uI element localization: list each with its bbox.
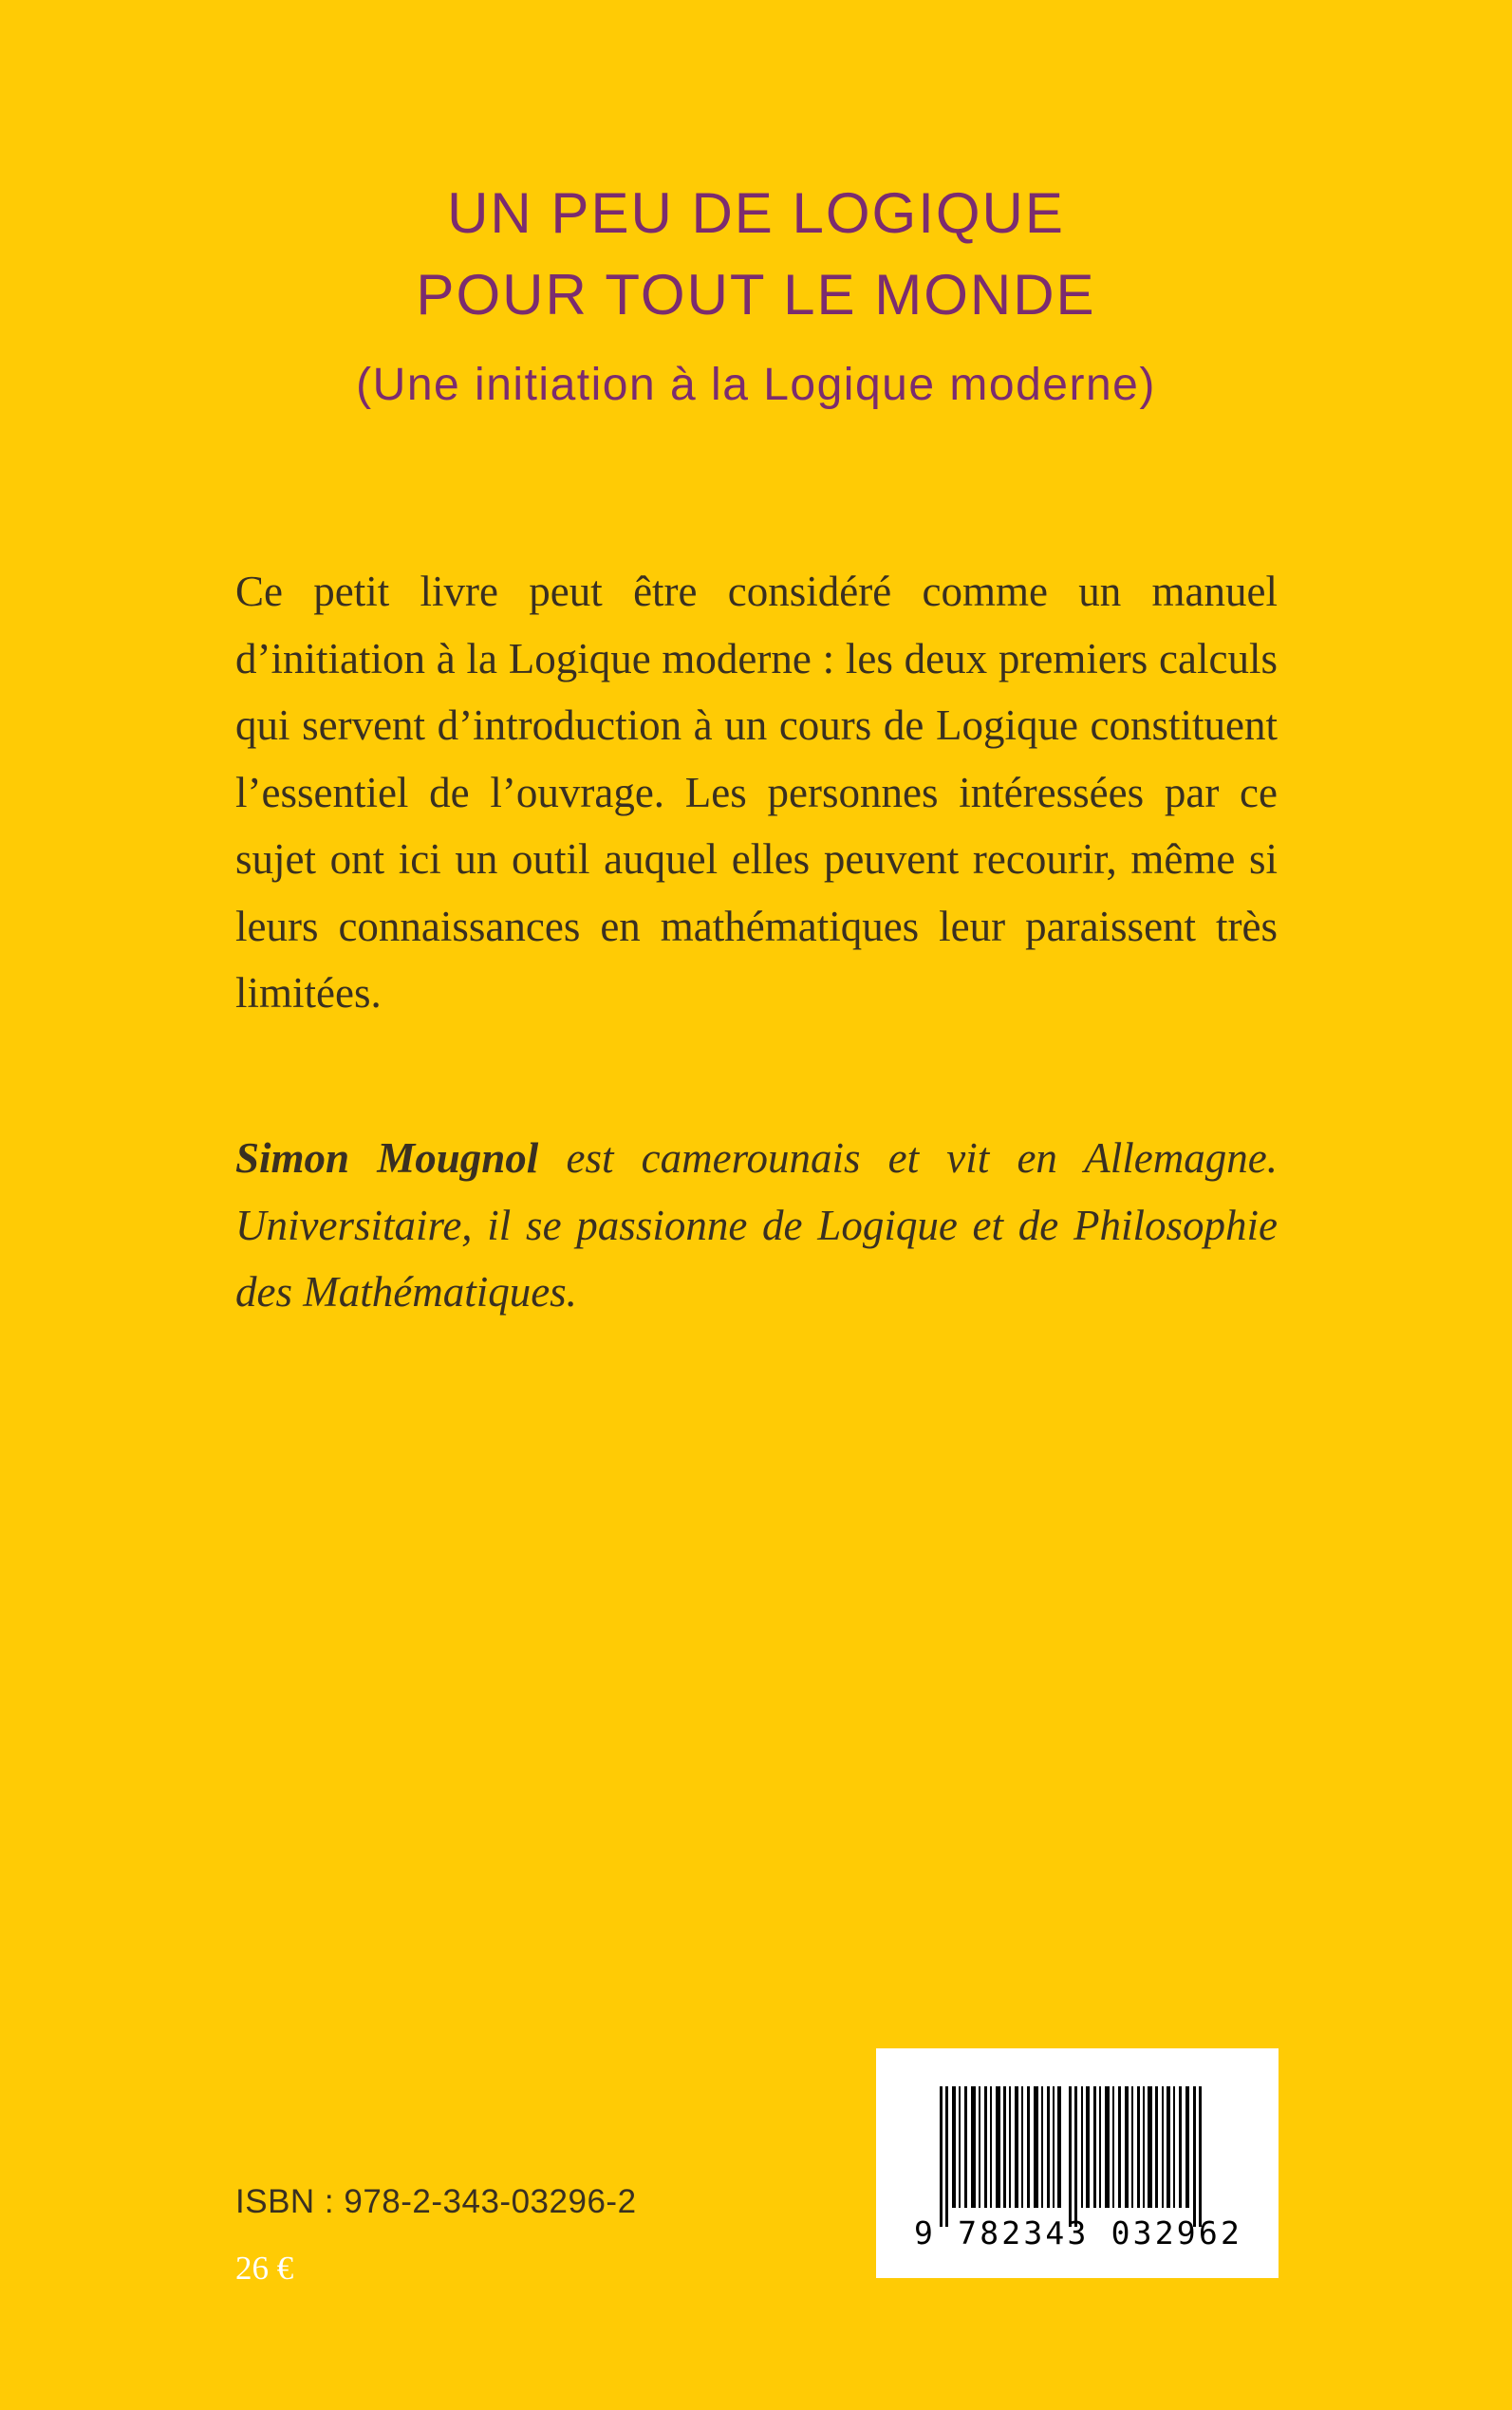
title-line-2: POUR TOUT LE MONDE [416, 263, 1096, 327]
isbn: ISBN : 978-2-343-03296-2 [235, 2183, 637, 2220]
barcode [876, 2048, 1279, 2278]
author-bio-text: est camerounais et vit en Allemagne. Universitaire, il se passionne de Logique et de Philosophie des Mathématiques. [235, 1134, 1278, 1316]
subtitle: (Une initiation à la Logique moderne) [356, 360, 1156, 410]
barcode-number: 9 782343 032962 [914, 2214, 1243, 2251]
author-name: Simon Mougnol [235, 1134, 539, 1182]
author-bio [235, 1125, 1278, 1326]
summary-paragraph: Ce petit livre peut être considéré comme un manuel d’initiation à la Logique moderne : les deux premiers calculs qui servent d’introduction à un cours de Logique constituent l’essentiel de l’ouvrage. Les personnes intéressées par ce sujet ont ici un outil auquel elles peuvent recourir, même si leurs connaissances en mathématiques leur paraissent très limitées. [235, 568, 1278, 1017]
price: 26 € [235, 2250, 294, 2287]
title-line-1: UN PEU DE LOGIQUE [447, 181, 1065, 245]
